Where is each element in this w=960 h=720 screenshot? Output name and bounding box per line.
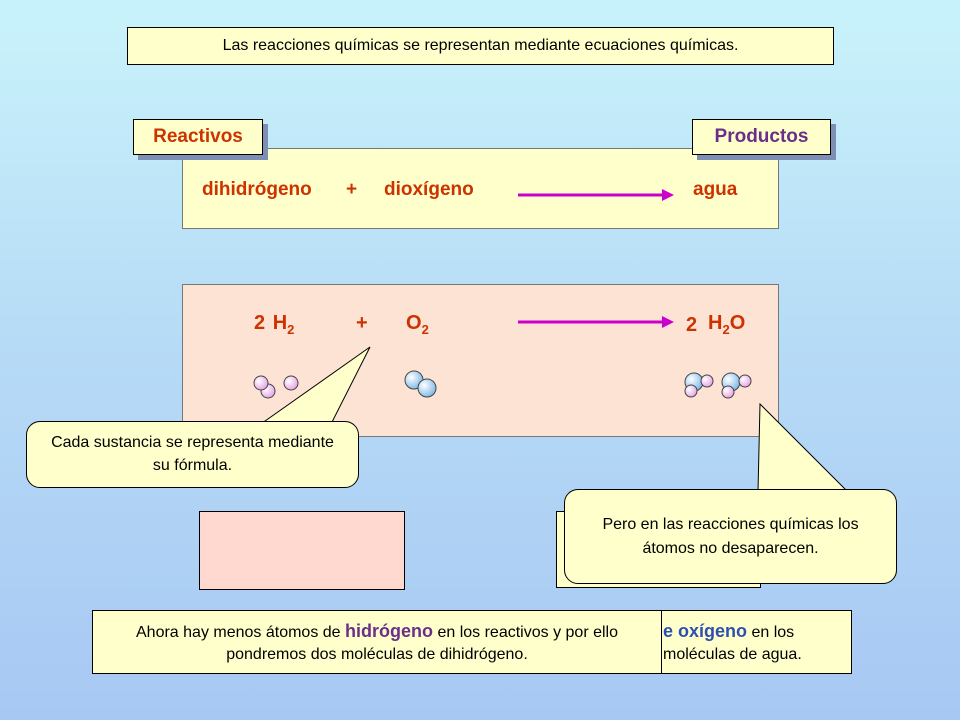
reactants-tag: Reactivos — [133, 119, 263, 155]
top-note: Las reacciones químicas se representan mediante ecuaciones químicas. — [127, 27, 834, 65]
oxygen-note-line2: moléculas de agua. — [663, 645, 802, 663]
o2-symbol: O — [406, 312, 422, 334]
hydrogen-highlight: hidrógeno — [345, 620, 434, 641]
h2o-subscript: 2 — [722, 322, 730, 337]
oxygen-note-post: en los — [747, 623, 795, 641]
oxygen-note-text — [663, 619, 802, 665]
h2-coefficient: 2 — [254, 312, 266, 334]
hydrogen-note-pre: Ahora hay menos átomos de — [136, 623, 346, 641]
h2o-coefficient: 2 — [686, 314, 698, 336]
h2-subscript: 2 — [287, 322, 295, 337]
hydrogen-note-text — [101, 619, 653, 665]
reactant-1-word: dihidrógeno — [202, 179, 312, 200]
hydrogen-note-box — [92, 610, 662, 674]
product-word: agua — [693, 179, 738, 200]
oxygen-note-box — [630, 610, 852, 674]
atoms-callout: Pero en las reacciones químicas los átomos no desaparecen. — [564, 489, 897, 584]
o2-subscript: 2 — [421, 322, 429, 337]
plus-sign-2: + — [356, 312, 368, 334]
products-tag: Productos — [692, 119, 831, 155]
h2o-o-symbol: O — [729, 312, 746, 334]
oxygen-highlight: e oxígeno — [663, 620, 748, 641]
left-pink-box — [199, 511, 405, 590]
h2-symbol: H — [272, 312, 288, 334]
hydrogen-note-post: en los reactivos y por ello pondremos dos moléculas de dihidrógeno. — [226, 623, 618, 663]
plus-sign: + — [346, 179, 358, 200]
reactant-2-word: dioxígeno — [384, 179, 474, 200]
formula-callout: Cada sustancia se representa mediante su fórmula. — [26, 421, 359, 488]
h2o-h-symbol: H — [708, 312, 723, 334]
